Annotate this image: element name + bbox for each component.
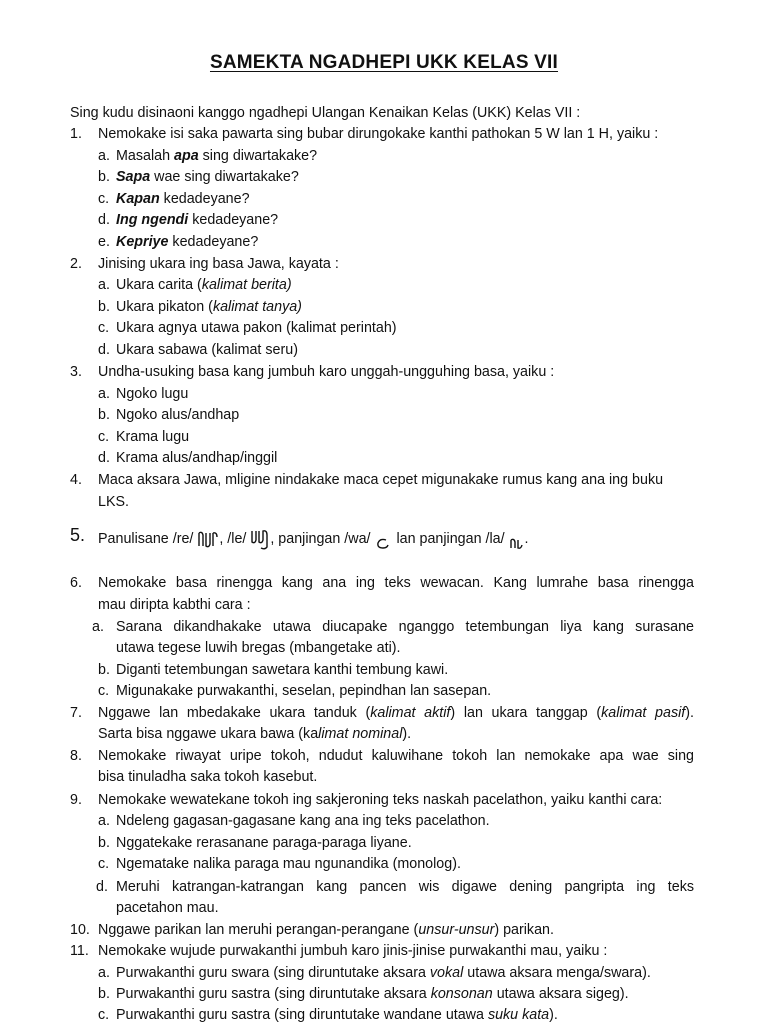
sub-item-cont: pacetahon mau. bbox=[116, 900, 219, 916]
sub-label: c. bbox=[98, 683, 110, 699]
sub-label: b. bbox=[98, 299, 110, 315]
sub-label: a. bbox=[98, 148, 110, 164]
sub-label: c. bbox=[98, 856, 110, 872]
sub-item: Purwakanthi guru sastra (sing diruntutake aksara konsonan utawa aksara sigeg). bbox=[116, 986, 629, 1002]
javanese-le-glyph bbox=[250, 527, 270, 551]
sub-item: Krama alus/andhap/inggil bbox=[116, 450, 278, 466]
sub-item: Ngoko alus/andhap bbox=[116, 407, 240, 423]
item-number: 10. bbox=[70, 922, 90, 938]
sub-label: c. bbox=[98, 320, 110, 336]
javanese-la-pasangan-glyph bbox=[509, 526, 525, 552]
sub-item: Purwakanthi guru swara (sing diruntutake aksara vokal utawa aksara menga/swara). bbox=[116, 965, 651, 981]
javanese-re-glyph bbox=[197, 528, 219, 550]
item-text-line: mau diripta kabthi cara : bbox=[98, 597, 251, 613]
item-text: Nggawe parikan lan meruhi perangan-perangane (unsur-unsur) parikan. bbox=[98, 922, 554, 938]
document-title: SAMEKTA NGADHEPI UKK KELAS VII bbox=[209, 52, 559, 73]
item-text: Panulisane /re/ , /le/ , panjingan /wa/ lan panjingan /la/ . bbox=[98, 526, 529, 552]
sub-item: Migunakake purwakanthi, seselan, pepindhan lan sasepan. bbox=[116, 683, 492, 699]
sub-item: Krama lugu bbox=[116, 429, 190, 445]
sub-item: Ukara sabawa (kalimat seru) bbox=[116, 342, 298, 358]
sub-item: Meruhi katrangan-katrangan kang pancen wis digawe dening pangripta ing teks bbox=[116, 879, 694, 895]
sub-item: Ngoko lugu bbox=[116, 386, 189, 402]
sub-label: d. bbox=[98, 342, 110, 358]
sub-label: a. bbox=[98, 386, 110, 402]
item-text-line: Sarta bisa nggawe ukara bawa (kalimat nominal). bbox=[98, 726, 412, 742]
item-number: 7. bbox=[70, 705, 82, 721]
item-text-line: Nggawe lan mbedakake ukara tanduk (kalimat aktif) lan ukara tanggap (kalimat pasif). bbox=[98, 705, 694, 721]
sub-item: Kepriye kedadeyane? bbox=[116, 234, 259, 250]
sub-label: c. bbox=[98, 191, 110, 207]
sub-label: c. bbox=[98, 1007, 110, 1023]
sub-item: Masalah apa sing diwartakake? bbox=[116, 148, 318, 164]
item-number: 5. bbox=[70, 525, 86, 545]
item-number: 3. bbox=[70, 364, 82, 380]
sub-label: a. bbox=[98, 965, 110, 981]
item-number: 8. bbox=[70, 748, 82, 764]
sub-label: b. bbox=[98, 986, 110, 1002]
sub-label: b. bbox=[98, 169, 110, 185]
item-number: 11. bbox=[70, 943, 89, 959]
sub-item: Ukara pikaton (kalimat tanya) bbox=[116, 299, 302, 315]
item-number: 1. bbox=[70, 126, 82, 142]
sub-item: Sarana dikandhakake utawa diucapake nganggo tetembungan liya kang surasane bbox=[116, 619, 694, 635]
sub-item: Kapan kedadeyane? bbox=[116, 191, 250, 207]
item-number: 6. bbox=[70, 575, 82, 591]
sub-label: a. bbox=[92, 619, 104, 635]
item-number: 9. bbox=[70, 792, 82, 808]
sub-item: Purwakanthi guru sastra (sing diruntutake wandane utawa suku kata). bbox=[116, 1007, 558, 1023]
item-text: Jinising ukara ing basa Jawa, kayata : bbox=[98, 256, 339, 272]
sub-label: e. bbox=[98, 234, 110, 250]
sub-label: d. bbox=[98, 212, 110, 228]
sub-item: Ngematake nalika paraga mau ngunandika (monolog). bbox=[116, 856, 461, 872]
sub-label: d. bbox=[98, 450, 110, 466]
sub-label: c. bbox=[98, 429, 110, 445]
sub-item-cont: utawa tegese luwih bregas (mbangetake ati). bbox=[116, 640, 401, 656]
sub-item: Diganti tetembungan sawetara kanthi tembung kawi. bbox=[116, 662, 449, 678]
item-text: Nemokake isi saka pawarta sing bubar dirungokake kanthi pathokan 5 W lan 1 H, yaiku : bbox=[98, 126, 659, 142]
sub-label: a. bbox=[98, 277, 110, 293]
item-text-line: Nemokake basa rinengga kang ana ing teks wewacan. Kang lumrahe basa rinengga bbox=[98, 575, 694, 591]
item-text-line: bisa tinuladha saka tokoh kasebut. bbox=[98, 769, 318, 785]
sub-item: Sapa wae sing diwartakake? bbox=[116, 169, 299, 185]
item-text: Nemokake wujude purwakanthi jumbuh karo jinis-jinise purwakanthi mau, yaiku : bbox=[98, 943, 608, 959]
intro-text: Sing kudu disinaoni kanggo ngadhepi Ulangan Kenaikan Kelas (UKK) Kelas VII : bbox=[70, 105, 581, 121]
item-text-line: Nemokake riwayat uripe tokoh, ndudut kaluwihane tokoh lan nemokake apa wae sing bbox=[98, 748, 694, 764]
sub-item: Ukara carita (kalimat berita) bbox=[116, 277, 292, 293]
sub-label: b. bbox=[98, 662, 110, 678]
item-text: Nemokake wewatekane tokoh ing sakjeroning teks naskah pacelathon, yaiku kanthi cara: bbox=[98, 792, 663, 808]
item-number: 4. bbox=[70, 472, 82, 488]
sub-label: b. bbox=[98, 835, 110, 851]
item-number: 2. bbox=[70, 256, 82, 272]
sub-item: Ukara agnya utawa pakon (kalimat perintah) bbox=[116, 320, 397, 336]
sub-item: Nggatekake rerasanane paraga-paraga liyane. bbox=[116, 835, 412, 851]
sub-item: Ing ngendi kedadeyane? bbox=[116, 212, 279, 228]
item-text-line: LKS. bbox=[98, 494, 129, 510]
sub-item: Ndeleng gagasan-gagasane kang ana ing teks pacelathon. bbox=[116, 813, 490, 829]
sub-label: b. bbox=[98, 407, 110, 423]
item-text: Undha-usuking basa kang jumbuh karo unggah-ungguhing basa, yaiku : bbox=[98, 364, 555, 380]
sub-label: a. bbox=[98, 813, 110, 829]
sub-label: d. bbox=[96, 879, 108, 895]
javanese-wa-pasangan-glyph bbox=[374, 526, 392, 552]
item-text-line: Maca aksara Jawa, mligine nindakake maca cepet migunakake rumus kang ana ing buku bbox=[98, 472, 664, 488]
